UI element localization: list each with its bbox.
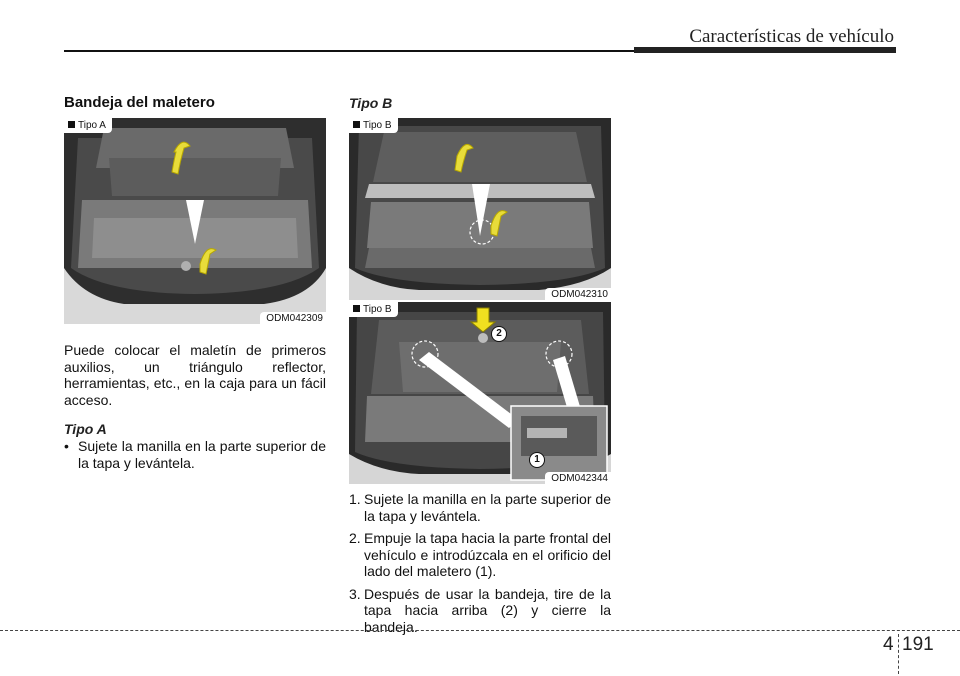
- chapter-title: Características de vehículo: [689, 26, 894, 47]
- figure-tag-label: Tipo A: [78, 120, 106, 131]
- header-rule-accent: [634, 47, 896, 53]
- trunk-tray-illustration: [349, 302, 611, 484]
- footer-rule: [0, 630, 960, 631]
- figure-type-a: [64, 118, 326, 324]
- type-a-list: [64, 438, 326, 477]
- list-item: [349, 586, 611, 636]
- page-number: 191: [902, 634, 934, 655]
- figure-tag: [349, 302, 398, 317]
- figure-type-b-2: [349, 302, 611, 484]
- figure-code: ODM042309: [260, 312, 326, 324]
- figure-code: ODM042344: [545, 472, 611, 484]
- figure-tag-label: Tipo B: [363, 120, 392, 131]
- chapter-number: 4: [883, 634, 894, 655]
- list-item-text: Sujete la manilla en la parte superior de la tapa y levántela.: [364, 491, 611, 524]
- list-item: [349, 530, 611, 580]
- callout-number: 1: [529, 452, 545, 468]
- bullet-mark: •: [64, 438, 69, 454]
- square-bullet-icon: [353, 305, 360, 312]
- square-bullet-icon: [68, 121, 75, 128]
- figure-tag: [64, 118, 112, 133]
- list-item-text: Después de usar la bandeja, tire de la tapa hacia arriba (2) y cierre la bandeja.: [364, 585, 611, 635]
- callout-number: 2: [491, 326, 507, 342]
- step-number: 1.: [349, 491, 361, 507]
- trunk-tray-illustration: [349, 118, 611, 300]
- header-rule: [64, 50, 634, 52]
- figure-type-b-1: [349, 118, 611, 300]
- type-b-heading: Tipo B: [349, 95, 393, 111]
- step-number: 3.: [349, 585, 361, 602]
- type-a-heading: Tipo A: [64, 421, 107, 437]
- list-item-text: Sujete la manilla en la parte superior de la tapa y levántela.: [78, 438, 326, 471]
- type-b-steps: [349, 491, 611, 641]
- page-number-separator: [898, 634, 899, 674]
- list-item: [349, 491, 611, 524]
- figure-tag: [349, 118, 398, 133]
- figure-code: ODM042310: [545, 288, 611, 300]
- section-title: Bandeja del maletero: [64, 94, 215, 111]
- square-bullet-icon: [353, 121, 360, 128]
- trunk-tray-illustration: [64, 118, 326, 324]
- figure-tag-label: Tipo B: [363, 304, 392, 315]
- list-item-text: Empuje la tapa hacia la parte frontal del vehículo e introdúzcala en el orificio del lado del maletero (1).: [364, 530, 611, 579]
- step-number: 2.: [349, 530, 361, 546]
- intro-paragraph: Puede colocar el maletín de primeros auxilios, un triángulo reflector, herramientas, etc., en la caja para un fácil acceso.: [64, 342, 326, 408]
- list-item: [64, 438, 326, 471]
